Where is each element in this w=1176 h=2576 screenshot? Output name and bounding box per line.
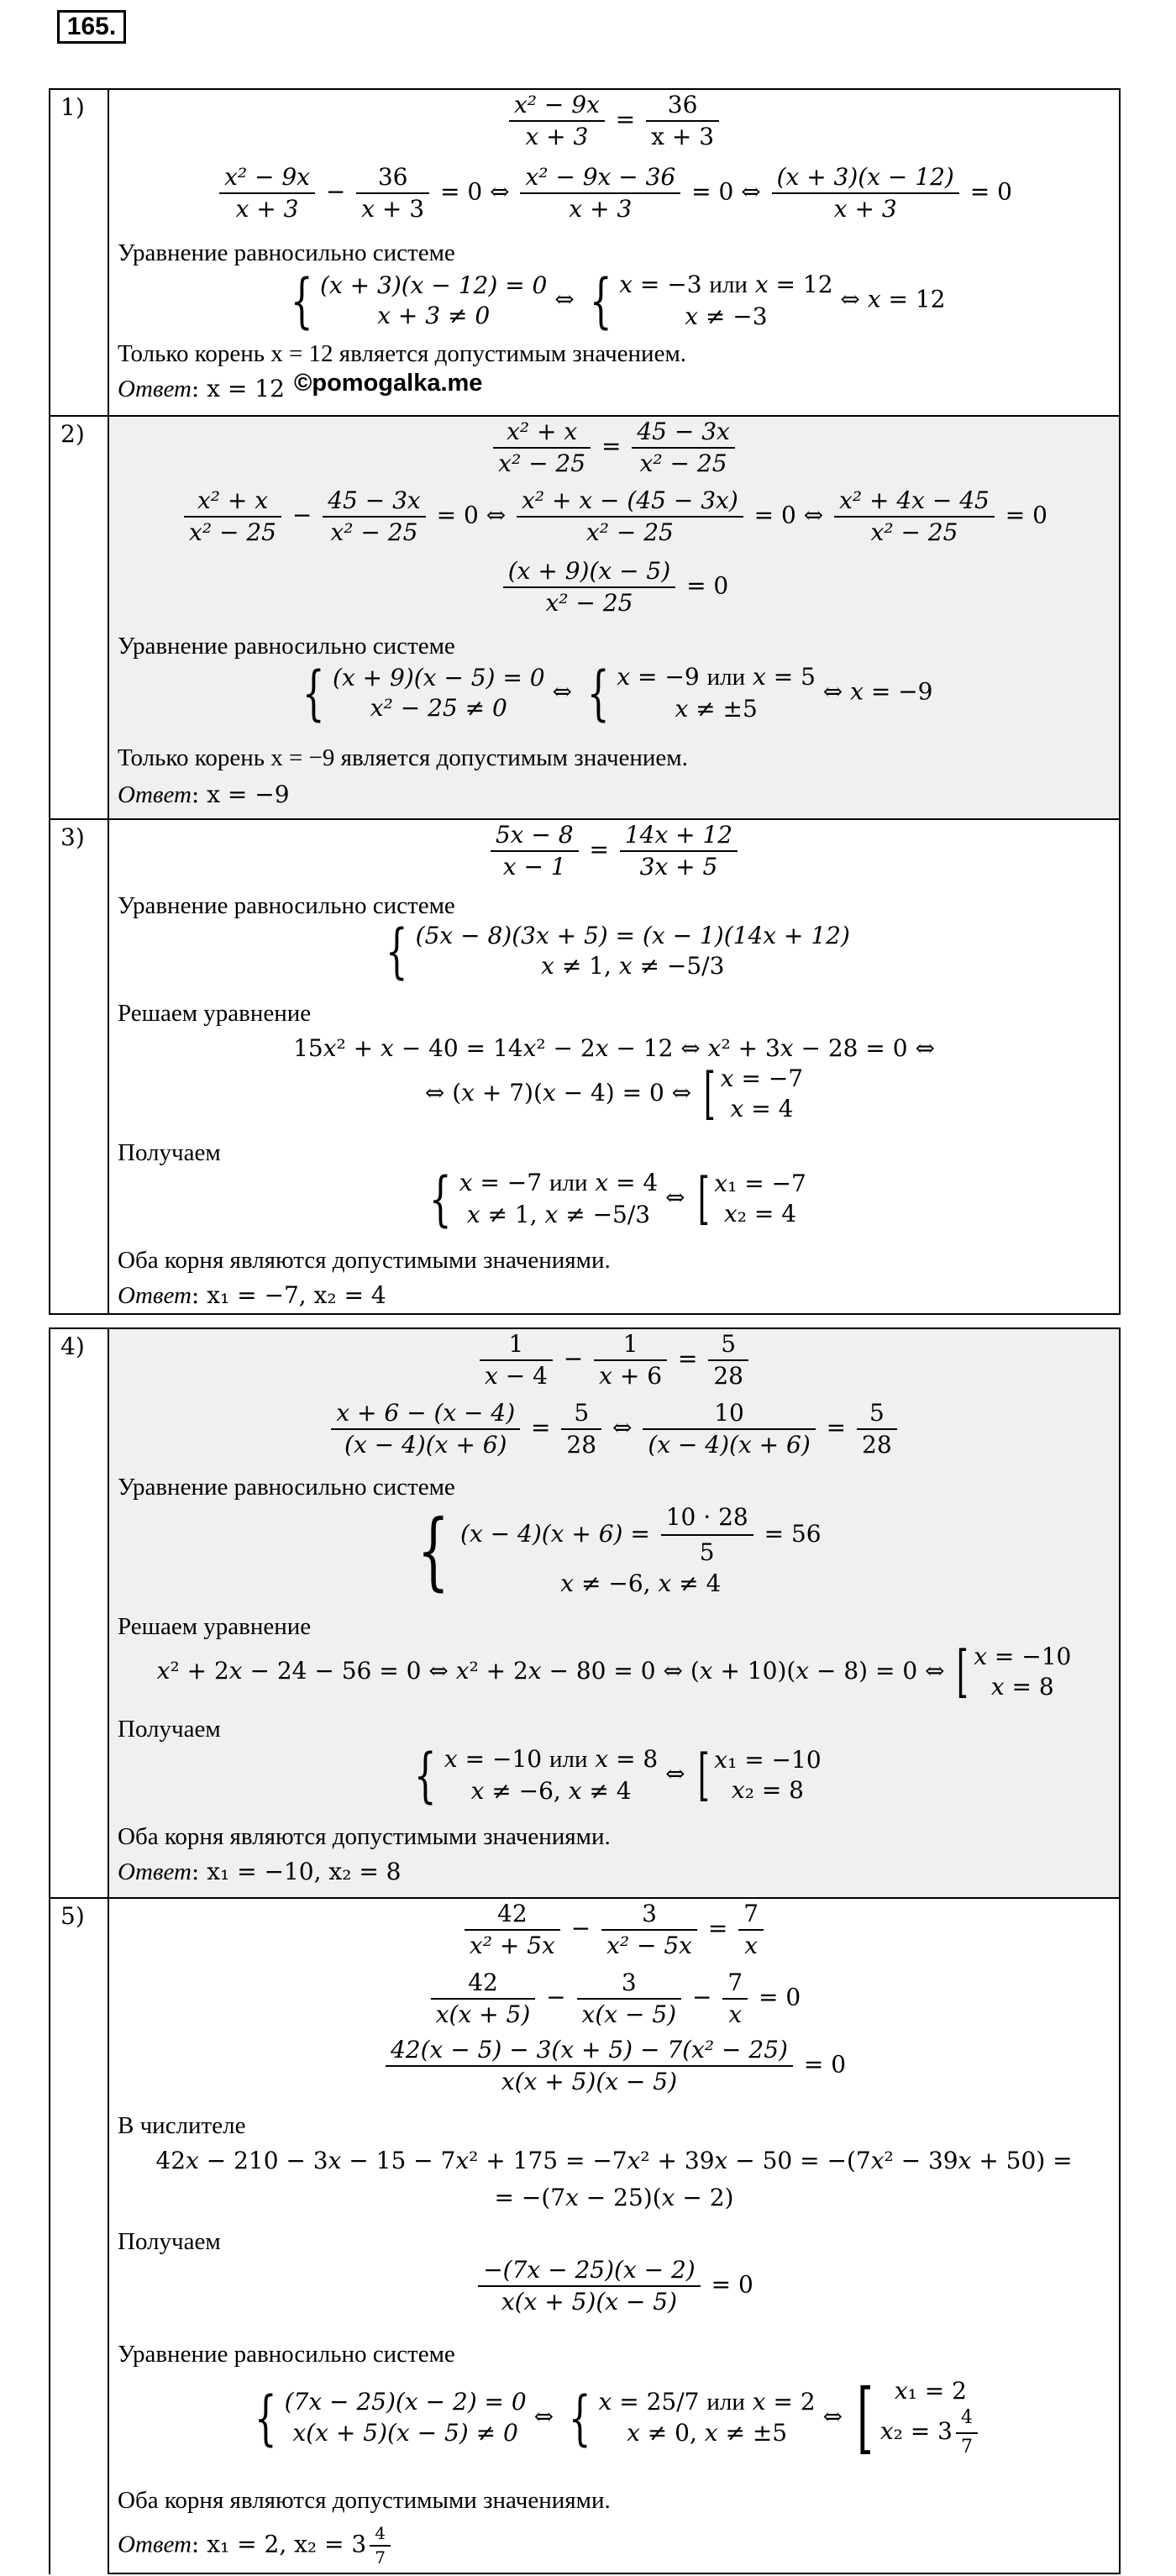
equation: $\frac{\text{x² + x}}{\text{x² − 25}}$ − $\frac{45 - 3x}{\text{x² − 25}}$ = 0 ⇔ $\frac{\text{x² + x − (45 − 3x)}}{\text{x² − 25}}$ = 0 ⇔ $\frac{\text{x² + 4x − 45}}{\text{x² − 25}}$ = 0 [109,487,1119,546]
system: { (7x − 25)(x − 2) = 0 x(x + 5)(x − 5) ≠ 0 ⇔ { x = 25/7 или x = 2 x ≠ 0, x ≠ ±5 ⇔ [ x₁ = 2 x₂ = 3 $\frac{4}{7}$ [109,2376,1119,2460]
system: { (x + 3)(x − 12) = 0 x + 3 ≠ 0 ⇔ { x = −3 или x = 12 x ≠ −3 ⇔ x = 12 [290,266,946,336]
answer-value: : x = 12 [191,375,285,402]
equation: 15x² + x − 40 = 14x² − 2x − 12 ⇔ x² + 3x − 28 = 0 ⇔ [293,1034,935,1062]
equation: x² + 2x − 24 − 56 = 0 ⇔ x² + 2x − 80 = 0 ⇔ (x + 10)(x − 8) = 0 ⇔ [ x = −10 x = 8 [156,1639,1072,1705]
phrase: Получаем [118,2228,221,2255]
equation: 42x − 210 − 3x − 15 − 7x² + 175 = −7x² + 39x − 50 = −(7x² − 39x + 50) = [155,2147,1073,2174]
equation: $\frac{1}{x - 4}$ − $\frac{1}{x + 6}$ = $\frac{5}{28}$ [109,1331,1119,1390]
answer-word: Ответ [118,2531,192,2558]
problem-5 [50,1897,1119,2574]
answer [109,1858,1119,1886]
problem-label: 3) [50,820,109,1313]
equation: $\frac{\text{42(x − 5) − 3(x + 5) − 7(x² − 25)}}{x(x + 5)(x - 5)}$ = 0 [109,2037,1119,2095]
equation: $\frac{\text{x² + x}}{\text{x² − 25}}$ = $\frac{45 - 3x}{\text{x² − 25}}$ [109,418,1119,477]
phrase: Уравнение равносильно системе [118,892,455,919]
equation: $\frac{42}{x(x + 5)}$ − $\frac{3}{x(x - 5)}$ − $\frac{7}{x}$ = 0 [109,1969,1119,2028]
both-roots: Оба корня являются допустимыми значениями. [118,1247,611,1274]
answer [109,1282,1119,1310]
solutions-table-b [49,1327,1121,2574]
answer-word: Ответ [118,376,192,402]
watermark: ©pomogalka.me [294,370,483,397]
answer-value: : x₁ = −10, x₂ = 8 [191,1858,402,1885]
answer-word: Ответ [118,1858,192,1885]
both-roots: Оба корня являются допустимыми значениями. [118,2487,611,2514]
problem-label: 1) [50,90,109,415]
equation: $\frac{5x - 8}{x - 1}$ = $\frac{14x + 12}{3x + 5}$ [109,822,1119,881]
problem-label: 2) [50,417,109,818]
equation: $\frac{\text{x² − 9x}}{x + 3}$ − $\frac{36}{x + 3}$ = 0 ⇔ $\frac{\text{x² − 9x − 36}}{x + 3}$ = 0 ⇔ $\frac{(x + 3)(x - 12)}{x + 3}$ = 0 [109,164,1119,223]
problem-label: 5) [50,1899,109,2574]
system: { (x + 9)(x − 5) = 0 x² − 25 ≠ 0 ⇔ { x = −9 или x = 5 x ≠ ±5 ⇔ x = −9 [302,659,933,728]
problem-4 [50,1329,1119,1897]
answer [109,2524,1119,2568]
problem-content [109,417,1119,818]
task-number: 165. [57,10,126,44]
problem-2 [50,415,1119,818]
problem-1 [50,90,1119,415]
equation: $\frac{42}{\text{x² + 5x}}$ − $\frac{3}{\text{x² − 5x}}$ = $\frac{7}{x}$ [109,1900,1119,1959]
phrase: Решаем уравнение [118,1000,312,1027]
phrase: Решаем уравнение [118,1613,312,1640]
only-root: Только корень x = 12 является допустимым значением. [118,340,687,367]
phrase: Уравнение равносильно системе [118,239,455,266]
answer [109,376,1119,403]
phrase: В числителе [118,2112,246,2139]
equation: $\frac{\text{x² − 9x}}{x + 3}$ = $\frac{36}{x + 3}$ [109,92,1119,150]
system: { x = −7 или x = 4 x ≠ 1, x ≠ −5/3 ⇔ [ x₁ = −7 x₂ = 4 [429,1164,806,1234]
answer-value: : x₁ = −7, x₂ = 4 [191,1281,386,1309]
problem-content [109,1899,1119,2574]
answer-value: : x = −9 [191,781,290,808]
answer-fraction: $\frac{4}{7}$ [370,2524,391,2568]
equation: $\frac{(x + 9)(x - 5)}{\text{x² − 25}}$ = 0 [109,558,1119,617]
problem-content [109,820,1119,1313]
equation: ⇔ (x + 7)(x − 4) = 0 ⇔ [ x = −7 x = 4 [424,1061,804,1127]
system: { x = −10 или x = 8 x ≠ −6, x ≠ 4 ⇔ [ x₁ = −10 x₂ = 8 [414,1741,822,1811]
phrase: Получаем [118,1716,221,1743]
both-roots: Оба корня являются допустимыми значениями. [118,1823,611,1850]
phrase: Уравнение равносильно системе [118,2341,455,2368]
only-root: Только корень x = −9 является допустимым значением. [118,744,688,771]
phrase: Уравнение равносильно системе [118,633,455,660]
equation: $\frac{x + 6 - (x - 4)}{(x - 4)(x + 6)}$ = $\frac{5}{28}$ ⇔ $\frac{10}{(x - 4)(x + 6)}$ = $\frac{5}{28}$ [109,1400,1119,1459]
equation: $\frac{-(7x - 25)(x - 2)}{x(x + 5)(x - 5)}$ = 0 [109,2257,1119,2316]
problem-content [109,90,1119,415]
system: { (x − 4)(x + 6) = $\frac{10 \cdot 28}{5}$ = 56 x ≠ −6, x ≠ 4 [417,1501,822,1600]
answer [109,781,1119,809]
problem-content [109,1329,1119,1897]
system: { (5x − 8)(3x + 5) = (x − 1)(14x + 12) x ≠ 1, x ≠ −5/3 [386,917,850,986]
problem-label: 4) [50,1329,109,1897]
equation: = −(7x − 25)(x − 2) [494,2184,734,2211]
phrase: Получаем [118,1139,221,1166]
phrase: Уравнение равносильно системе [118,1474,455,1501]
solutions-table-a [49,88,1121,1315]
answer-word: Ответ [118,1282,192,1309]
answer-word: Ответ [118,781,192,808]
answer-value: : x₁ = 2, x₂ = 3 [191,2530,367,2558]
problem-3 [50,818,1119,1313]
